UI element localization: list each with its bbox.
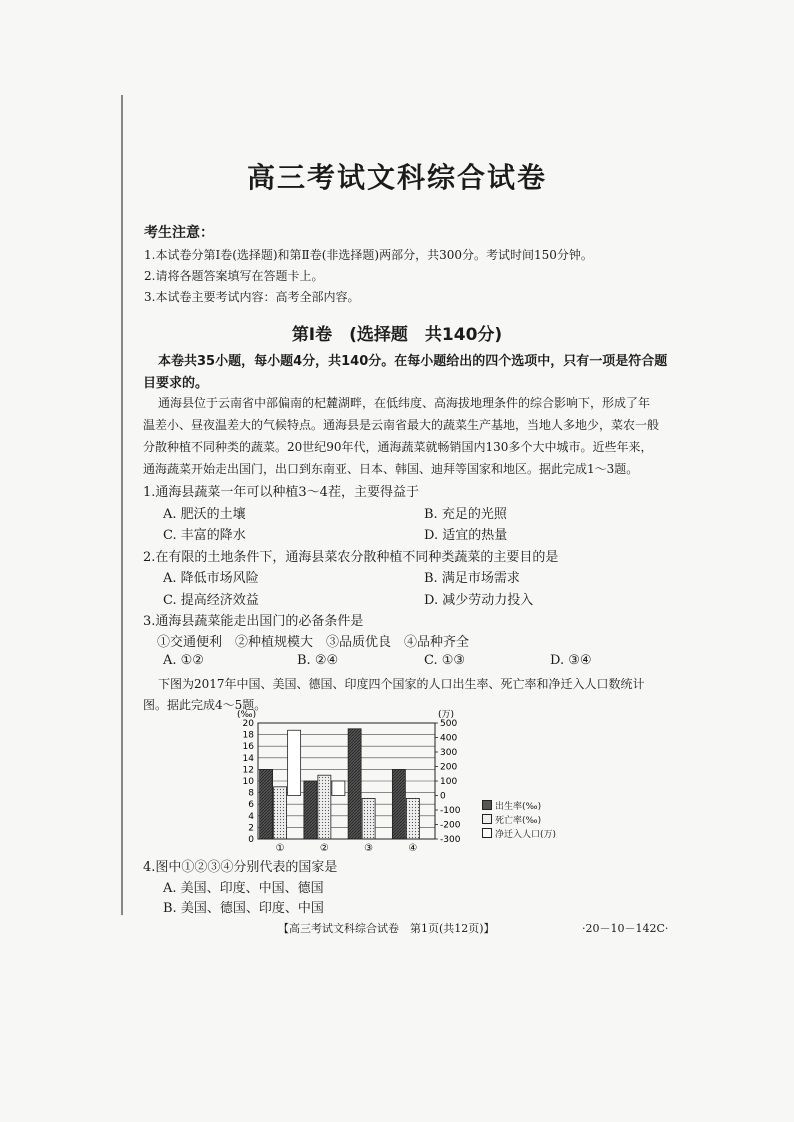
legend-swatch-white bbox=[482, 828, 492, 838]
question-3-option-c: C. ①③ bbox=[424, 653, 466, 668]
legend-birth-rate: 出生率(‰) bbox=[482, 799, 541, 812]
right-tick-label: 400 bbox=[440, 733, 458, 744]
bar-dotted bbox=[318, 775, 331, 839]
left-tick-label: 16 bbox=[242, 742, 254, 753]
right-tick-label: -300 bbox=[440, 835, 461, 845]
category-label: ③ bbox=[364, 843, 374, 854]
left-tick-label: 6 bbox=[248, 800, 254, 811]
question-1-option-a: A. 肥沃的土壤 bbox=[163, 507, 246, 522]
question-3-stem: 3.通海县蔬菜能走出国门的必备条件是 bbox=[143, 614, 364, 629]
question-2-option-b: B. 满足市场需求 bbox=[424, 571, 520, 586]
notice-heading: 考生注意： bbox=[144, 225, 214, 241]
notice-item: 2.请将各题答案填写在答题卡上。 bbox=[144, 269, 324, 283]
right-tick-label: 500 bbox=[440, 719, 458, 729]
passage-line: 温差小、昼夜温差大的气候特点。通海县是云南省最大的蔬菜生产基地，当地人多地少，菜农一般 bbox=[143, 418, 660, 432]
binding-margin-line bbox=[121, 95, 123, 915]
left-tick-label: 8 bbox=[248, 788, 254, 799]
footer-code: ·20－10－142C· bbox=[582, 922, 669, 935]
question-2-option-c: C. 提高经济效益 bbox=[163, 593, 259, 608]
footer-page-info: 【高三考试文科综合试卷 第1页(共12页)】 bbox=[278, 922, 495, 935]
passage-line: 下图为2017年中国、美国、德国、印度四个国家的人口出生率、死亡率和净迁入人口数统计 bbox=[158, 677, 645, 691]
left-tick-label: 10 bbox=[242, 777, 254, 787]
bar-dotted bbox=[362, 798, 375, 839]
right-tick-label: 200 bbox=[440, 762, 458, 773]
bar-dark bbox=[304, 781, 317, 839]
bar-dotted bbox=[274, 787, 287, 839]
category-label: ④ bbox=[408, 843, 418, 854]
right-tick-label: -200 bbox=[440, 820, 461, 831]
right-axis-unit: (万) bbox=[438, 710, 455, 720]
bar-white bbox=[288, 730, 301, 795]
left-tick-label: 4 bbox=[248, 811, 254, 822]
bar-dotted bbox=[406, 798, 419, 839]
passage-line: 通海蔬菜开始走出国门，出口到东南亚、日本、韩国、迪拜等国家和地区。据此完成1～3题。 bbox=[143, 462, 639, 476]
bar-white bbox=[332, 781, 345, 796]
category-label: ② bbox=[319, 843, 329, 854]
question-3-option-a: A. ①② bbox=[163, 653, 204, 668]
question-1-option-b: B. 充足的光照 bbox=[424, 507, 507, 522]
question-3-conditions: ①交通便利 ②种植规模大 ③品质优良 ④品种齐全 bbox=[157, 635, 470, 650]
right-tick-label: 100 bbox=[440, 777, 458, 787]
bar-dark bbox=[392, 769, 405, 839]
question-2-option-d: D. 减少劳动力投入 bbox=[424, 593, 534, 608]
section-intro: 目要求的。 bbox=[143, 376, 209, 391]
right-tick-label: -100 bbox=[440, 806, 461, 816]
question-4-option-a: A. 美国、印度、中国、德国 bbox=[163, 881, 324, 896]
passage-line: 通海县位于云南省中部偏南的杞麓湖畔，在低纬度、高海拔地理条件的综合影响下，形成了年 bbox=[158, 396, 651, 410]
question-4-option-b: B. 美国、德国、印度、中国 bbox=[163, 901, 324, 916]
left-tick-label: 20 bbox=[242, 719, 254, 729]
section-title: 第Ⅰ卷 (选择题 共140分) bbox=[291, 325, 503, 345]
page-title: 高三考试文科综合试卷 bbox=[246, 161, 547, 194]
question-1-option-d: D. 适宜的热量 bbox=[424, 528, 508, 543]
passage-line: 分散种植不同种类的蔬菜。20世纪90年代，通海蔬菜就畅销国内130多个大中城市。近些年来， bbox=[143, 440, 653, 454]
left-tick-label: 12 bbox=[242, 765, 254, 776]
question-1-option-c: C. 丰富的降水 bbox=[163, 528, 246, 543]
question-1-stem: 1.通海县蔬菜一年可以种植3～4茬，主要得益于 bbox=[143, 485, 419, 500]
legend-swatch-dotted bbox=[482, 814, 492, 824]
left-tick-label: 2 bbox=[248, 823, 254, 834]
left-tick-label: 0 bbox=[248, 835, 254, 845]
bar-dark bbox=[348, 729, 361, 839]
bar-dark bbox=[260, 769, 273, 839]
legend-swatch-dark bbox=[482, 800, 492, 810]
question-2-stem: 2.在有限的土地条件下，通海县菜农分散种植不同种类蔬菜的主要目的是 bbox=[143, 550, 559, 565]
question-2-option-a: A. 降低市场风险 bbox=[163, 571, 259, 586]
question-3-option-d: D. ③④ bbox=[550, 653, 592, 668]
question-4-stem: 4.图中①②③④分别代表的国家是 bbox=[143, 860, 338, 875]
notice-item: 3.本试卷主要考试内容：高考全部内容。 bbox=[144, 290, 360, 304]
left-tick-label: 14 bbox=[242, 753, 254, 764]
legend-death-rate: 死亡率(‰) bbox=[482, 813, 541, 826]
left-axis-unit: (‰) bbox=[237, 710, 257, 720]
section-intro: 本卷共35小题，每小题4分，共140分。在每小题给出的四个选项中，只有一项是符合题 bbox=[158, 354, 668, 369]
question-3-option-b: B. ②④ bbox=[297, 653, 339, 668]
right-tick-label: 300 bbox=[440, 748, 458, 758]
right-tick-label: 0 bbox=[440, 791, 446, 802]
left-tick-label: 18 bbox=[242, 730, 254, 741]
legend-net-migration: 净迁入人口(万) bbox=[482, 827, 556, 840]
category-label: ① bbox=[275, 843, 285, 854]
passage-line: 图。据此完成4～5题。 bbox=[143, 698, 267, 712]
notice-item: 1.本试卷分第Ⅰ卷(选择题)和第Ⅱ卷(非选择题)两部分，共300分。考试时间150分钟。 bbox=[144, 248, 593, 262]
